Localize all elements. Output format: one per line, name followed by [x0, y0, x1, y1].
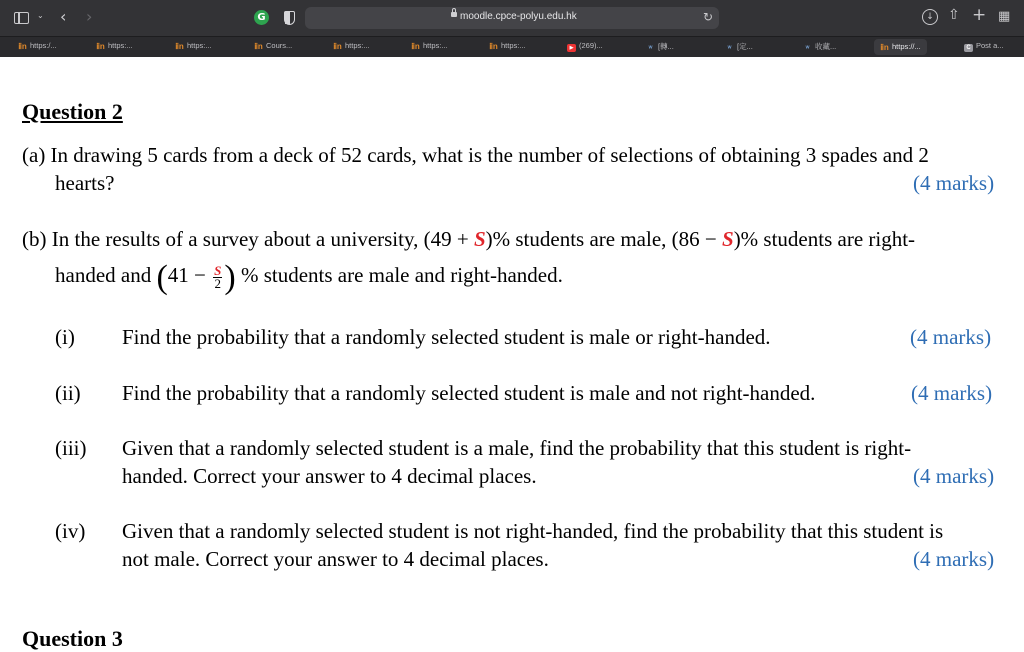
next-question-title: Question 3 — [22, 626, 123, 651]
forward-button[interactable]: › — [86, 7, 93, 26]
moodle-favicon-icon: ⅱn — [175, 42, 184, 51]
bookmark-item[interactable]: ᵂ [轉... — [646, 41, 674, 53]
part-i-marks: (4 marks) — [910, 325, 992, 349]
site-favicon-icon: ᵂ — [648, 46, 653, 52]
youtube-favicon-icon: ▶ — [567, 44, 576, 52]
part-i-number: (i) — [55, 325, 75, 349]
moodle-favicon-icon: ⅱn — [333, 42, 342, 51]
address-bar[interactable] — [305, 7, 719, 29]
tab-overview-button[interactable]: ▦ — [998, 9, 1011, 24]
reload-button[interactable]: ↻ — [703, 10, 714, 24]
part-iii-text-line1: Given that a randomly selected student is a male, find the probability that this student is right- — [122, 436, 912, 460]
part-b-text-line2: handed and (41 − $\frac{S}{2}$ ) % students are male and right-handed. — [55, 259, 563, 296]
moodle-favicon-icon: ⅱn — [18, 42, 27, 51]
new-tab-button[interactable]: + — [972, 5, 987, 25]
fraction-s-over-2: $\frac{S}{2}$ — [214, 262, 222, 291]
url-text[interactable]: moodle.cpce-polyu.edu.hk — [460, 11, 577, 22]
part-iv-marks: (4 marks) — [913, 547, 995, 571]
part-a-text-line2: hearts? — [55, 171, 115, 195]
site-favicon-icon: ᵂ — [727, 46, 732, 52]
page-title: Question 2 — [22, 99, 123, 124]
bookmark-item-active[interactable]: ⅱn https://... — [874, 39, 927, 55]
tab-group-chevron-icon[interactable]: ⌄ — [37, 11, 44, 20]
grammarly-extension-icon[interactable]: G — [254, 10, 269, 25]
part-ii-number: (ii) — [55, 381, 81, 405]
site-favicon-icon: C — [964, 44, 973, 52]
bookmark-item[interactable]: ⅱn https:... — [489, 41, 526, 51]
sidebar-toggle-icon[interactable] — [14, 12, 29, 24]
bookmark-item[interactable]: ᵂ 收藏... — [803, 41, 836, 53]
bookmark-item[interactable]: ⅱn https:... — [96, 41, 133, 51]
part-iii-number: (iii) — [55, 436, 87, 460]
site-favicon-icon: ᵂ — [805, 46, 810, 52]
part-b-text-line1: (b) In the results of a survey about a university, (49 + S)% students are male, (86 − S)% students are right- — [22, 227, 916, 251]
moodle-favicon-icon: ⅱn — [254, 42, 263, 51]
part-a-marks: (4 marks) — [913, 171, 995, 195]
bookmarks-bar — [0, 36, 1024, 57]
part-iv-text-line1: Given that a randomly selected student is not right-handed, find the probability that this student is — [122, 519, 944, 543]
bookmark-item[interactable]: ⅱn https:... — [333, 41, 370, 51]
part-ii-text: Find the probability that a randomly selected student is male and not right-handed. — [122, 381, 816, 405]
bookmark-item[interactable]: ᵂ [定... — [725, 41, 753, 53]
bookmark-item[interactable]: C Post a... — [964, 41, 1004, 52]
moodle-favicon-icon: ⅱn — [880, 43, 889, 52]
moodle-favicon-icon: ⅱn — [489, 42, 498, 51]
part-a-text-line1: (a) In drawing 5 cards from a deck of 52 cards, what is the number of selections of obtaining 3 spades and 2 — [22, 143, 929, 167]
part-iv-number: (iv) — [55, 519, 86, 543]
bookmark-item[interactable]: ▶ (269)... — [567, 41, 603, 52]
moodle-favicon-icon: ⅱn — [96, 42, 105, 51]
bookmark-item[interactable]: ⅱn https:/... — [18, 41, 57, 51]
browser-toolbar — [0, 0, 1024, 36]
part-i-text: Find the probability that a randomly selected student is male or right-handed. — [122, 325, 771, 349]
bookmark-item[interactable]: ⅱn https:... — [175, 41, 212, 51]
part-ii-marks: (4 marks) — [911, 381, 993, 405]
share-button[interactable]: ⇧ — [948, 7, 960, 23]
moodle-favicon-icon: ⅱn — [411, 42, 420, 51]
privacy-shield-icon[interactable] — [284, 11, 295, 25]
back-button[interactable]: ‹ — [60, 7, 67, 26]
bookmark-item[interactable]: ⅱn Cours... — [254, 41, 293, 51]
downloads-button[interactable]: ↓ — [922, 9, 938, 25]
part-iii-marks: (4 marks) — [913, 464, 995, 488]
part-iii-text-line2: handed. Correct your answer to 4 decimal places. — [122, 464, 537, 488]
bookmark-item[interactable]: ⅱn https:... — [411, 41, 448, 51]
part-iv-text-line2: not male. Correct your answer to 4 decimal places. — [122, 547, 549, 571]
lock-icon — [451, 12, 457, 17]
document-page — [0, 57, 1024, 651]
